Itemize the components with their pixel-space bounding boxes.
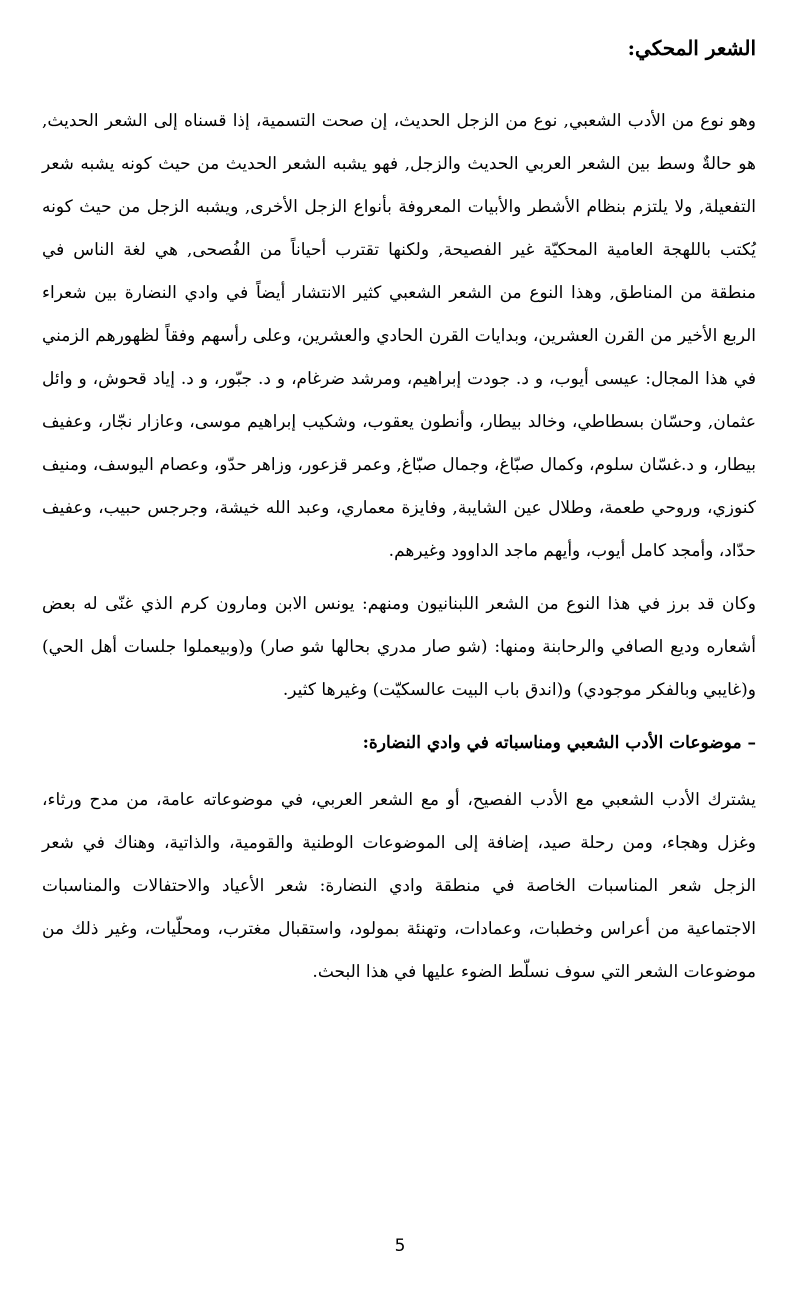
section-heading-topics: – موضوعات الأدب الشعبي ومناسباته في وادي النضارة: — [362, 733, 756, 753]
paragraph-colloquial-poetry: وهو نوع من الأدب الشعبي, نوع من الزجل الحديث، إن صحت التسمية، إذا قسناه إلى الشعر الحديث, هو حالةٌ وسط بين الشعر العربي الحديث والزجل, فهو يشبه الشعر الحديث من حيث كونه يشبه شعر التفعيلة, ولا يلتزم بنظام الأشطر والأبيات المعروفة بأنواع الزجل الأخرى, ويشبه الزجل من حيث كونه يُكتب باللهجة العامية المحكيّة غير الفصيحة, ولكنها تقترب أحياناً من الفُصحى, هي لغة الناس في منطقة من المناطق, وهذا النوع من الشعر الشعبي كثير الانتشار أيضاً في وادي النضارة بين شعراء الربع الأخير من القرن العشرين، وبدايات القرن الحادي والعشرين، وعلى رأسهم وفقاً لظهورهم الزمني في هذا المجال: عيسى أيوب، و د. جودت إبراهيم، ومرشد ضرغام، و د. جبّور، و د. إياد قحوش، و وائل عثمان, وحسّان بسطاطي، وخالد بيطار، وأنطون يعقوب، وشكيب إبراهيم موسى، وعازار نجّار، وعفيف بيطار، و د.غسّان سلوم، وكمال صبّاغ، وجمال صبّاغ, وعمر قزعور، وزاهر حدّو، وعصام اليوسف، ومنيف كنوزي، وروحي طعمة، وطلال عين الشايبة, وفايزة معماري، وعبد الله خيشة، وجرجس حبيب، وعفيف حدّاد، وأمجد كامل أيوب، وأيهم ماجد الداوود وغيرهم. — [42, 111, 756, 561]
page-title: الشعر المحكي: — [627, 36, 756, 60]
paragraph-lebanese-poets: وكان قد برز في هذا النوع من الشعر اللبنانيون ومنهم: يونس الابن ومارون كرم الذي غنّى له بعض أشعاره وديع الصافي والرحابنة ومنها: (شو صار مدري بحالها شو صار) و(وبيعملوا جلسات أهل الحي) و(غايبي وبالفكر موجودي) و(اندق باب البيت عالسكيّت) وغيرها كثير. — [42, 594, 756, 700]
page-number: 5 — [394, 1236, 406, 1256]
document-page — [42, 22, 756, 1004]
paragraph-topics: يشترك الأدب الشعبي مع الأدب الفصيح، أو مع الشعر العربي، في موضوعاته عامة، من مدح ورثاء، وغزل وهجاء، ومن رحلة صيد، إضافة إلى الموضوعات الوطنية والقومية، والذاتية، وهناك في شعر الزجل شعر المناسبات الخاصة في منطقة وادي النضارة: شعر الأعياد والاحتفالات والمناسبات الاجتماعية من أعراس وخطبات، وعمادات، وتهنئة بمولود، واستقبال مغترب، ومحلّيات، وغير ذلك من موضوعات الشعر التي سوف نسلّط الضوء عليها في هذا البحث. — [42, 790, 756, 982]
